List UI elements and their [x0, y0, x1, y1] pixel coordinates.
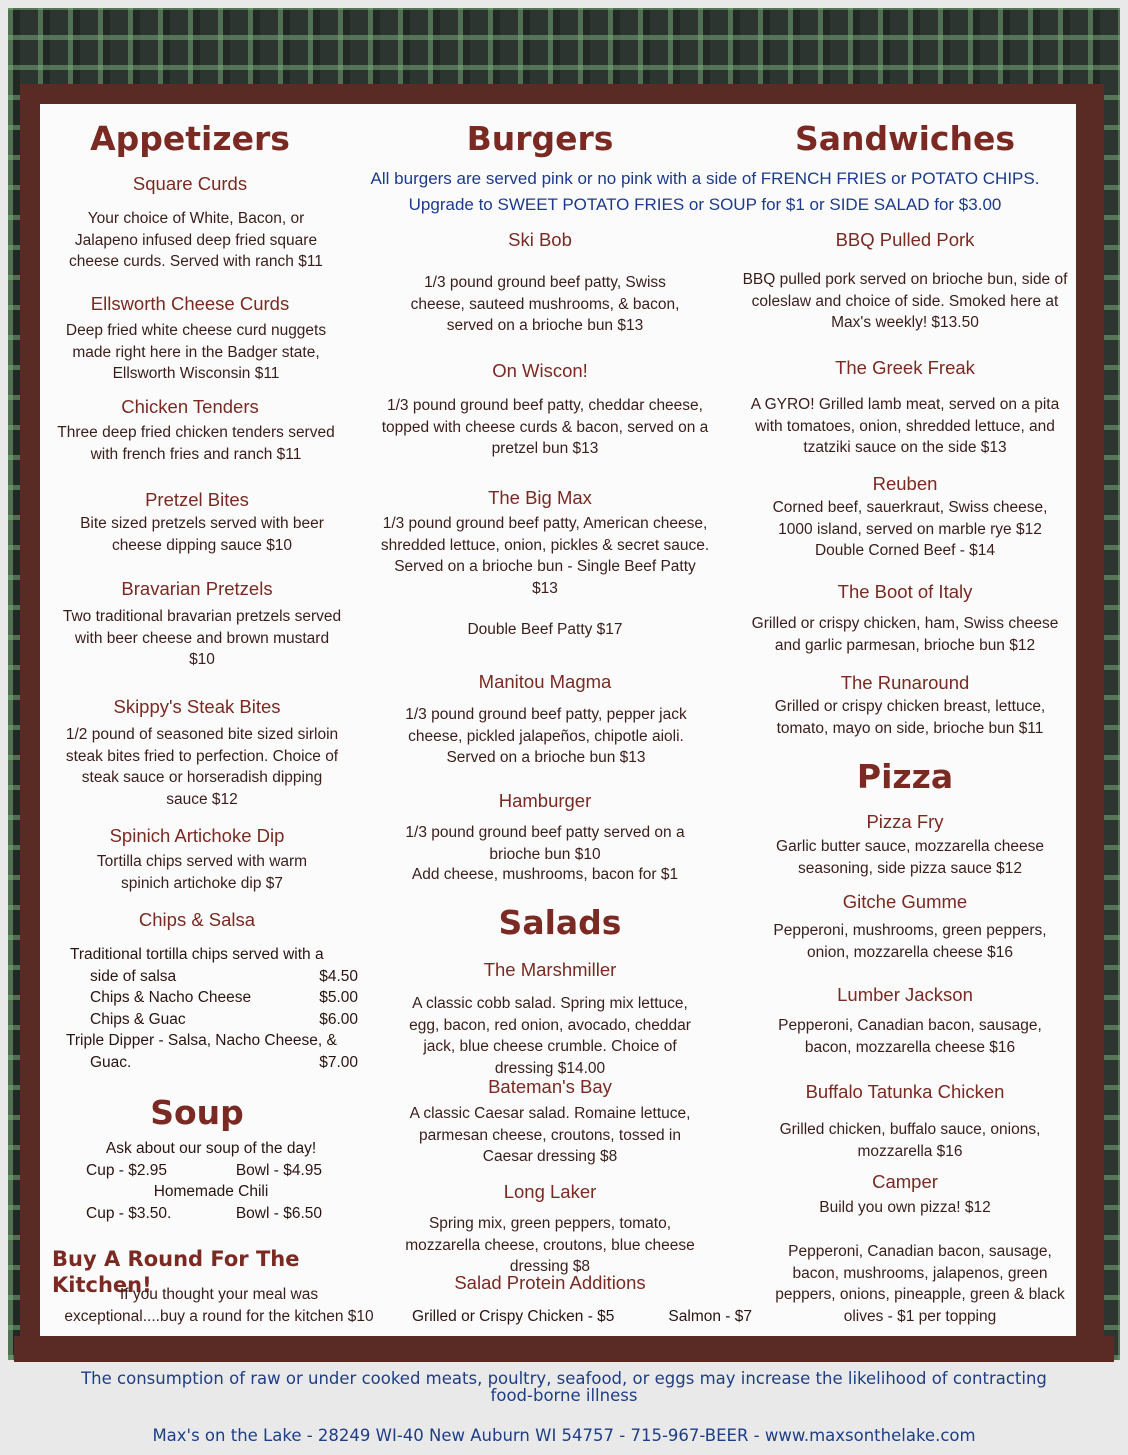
tenders-name: Chicken Tenders — [121, 396, 259, 417]
protein-salmon: Salmon - $7 — [668, 1308, 752, 1325]
square-curds-desc: Your choice of White, Bacon, or Jalapeno infused deep fried square cheese curds. Served with ranch $11 — [69, 210, 323, 270]
pizza-fry-desc: Garlic butter sauce, mozzarella cheese seasoning, side pizza sauce $12 — [776, 838, 1044, 877]
ellsworth-desc: Deep fried white cheese curd nuggets made right here in the Badger state, Ellsworth Wisconsin $11 — [65, 322, 327, 382]
lumber-desc: Pepperoni, Canadian bacon, sausage, bacon, mozzarella cheese $16 — [778, 1017, 1042, 1056]
chips-name: Chips & Salsa — [138, 909, 256, 930]
marshmiller-desc: A classic cobb salad. Spring mix lettuce, egg, bacon, red onion, avocado, cheddar jack, blue cheese crumble. Choice of dressing $14.00 — [409, 995, 691, 1077]
chips-row-1 — [60, 966, 358, 988]
greek-desc: A GYRO! Grilled lamb meat, served on a pita with tomatoes, onion, shredded lettuce, and tzatziki sauce on the side $13 — [750, 396, 1060, 456]
protein-name: Salad Protein Additions — [454, 1272, 646, 1293]
chips-label-2: Chips & Nacho Cheese — [90, 989, 252, 1006]
batemans-name: Bateman's Bay — [488, 1076, 612, 1097]
chips-label-3: Chips & Guac — [90, 1010, 186, 1028]
spinich-name: Spinich Artichoke Dip — [109, 825, 285, 846]
big-max-name: The Big Max — [488, 487, 592, 508]
footer — [0, 1362, 1128, 1445]
spinich-desc: Tortilla chips served with warm spinich artichoke dip $7 — [96, 853, 308, 892]
steak-bites-name: Skippy's Steak Bites — [113, 696, 281, 717]
kitchen-title: Buy A Round For The Kitchen! — [52, 1247, 300, 1297]
big-max-desc: 1/3 pound ground beef patty, American cheese, shredded lettuce, onion, pickles & secret sauce. Served on a brioche bun - Single Beef Patty $13 — [380, 515, 710, 597]
chips-price-3: $6.00 — [319, 1010, 358, 1028]
chips-row-3 — [60, 1009, 358, 1031]
chips-row-5 — [60, 1052, 358, 1074]
soup-ask: Ask about our soup of the day! — [105, 1140, 317, 1157]
chips-intro: Traditional tortilla chips served with a — [70, 946, 324, 963]
long-laker-desc: Spring mix, green peppers, tomato, mozzarella cheese, croutons, blue cheese dressing $8 — [405, 1215, 695, 1275]
protein-row — [412, 1306, 752, 1328]
runaround-desc: Grilled or crispy chicken breast, lettuce, tomato, mayo on side, brioche bun $11 — [774, 698, 1046, 737]
ellsworth-name: Ellsworth Cheese Curds — [90, 293, 290, 314]
soup-row-2 — [86, 1203, 322, 1225]
kitchen-line-1: If you thought your meal was — [119, 1286, 319, 1303]
chips-row-2 — [60, 987, 358, 1009]
pizza-fry-name: Pizza Fry — [866, 811, 944, 832]
chips-price-5: $7.00 — [319, 1053, 358, 1071]
kitchen-line-2: exceptional....buy a round for the kitchen $10 — [64, 1308, 374, 1325]
soup-cup-2: Cup - $3.50. — [86, 1204, 172, 1222]
soup-title: Soup — [150, 1093, 244, 1132]
manitou-desc: 1/3 pound ground beef patty, pepper jack cheese, pickled jalapeños, chipotle aioli. Served on a brioche bun $13 — [405, 706, 687, 766]
long-laker-name: Long Laker — [503, 1181, 597, 1202]
footer-warning-1: The consumption of raw or under cooked meats, poultry, seafood, or eggs may increase the likelihood of contracting — [81, 1369, 1047, 1388]
footer-address: Max's on the Lake - 28249 WI-40 New Auburn WI 54757 - 715-967-BEER - www.maxsonthelake.com — [152, 1426, 976, 1445]
steak-bites-desc: 1/2 pound of seasoned bite sized sirloin steak bites fried to perfection. Choice of steak sauce or horseradish dipping sauce $12 — [65, 726, 339, 808]
buffalo-name: Buffalo Tatunka Chicken — [805, 1081, 1005, 1102]
reuben-desc: Corned beef, sauerkraut, Swiss cheese, 1000 island, served on marble rye $12 — [772, 499, 1048, 538]
sandwiches-title: Sandwiches — [794, 119, 1016, 158]
menu-panel — [40, 104, 1076, 1336]
camper-desc: Build you own pizza! $12 — [819, 1199, 991, 1216]
bbq-desc: BBQ pulled pork served on brioche bun, side of coleslaw and choice of side. Smoked here at Max's weekly! $13.50 — [742, 271, 1068, 331]
on-wiscon-name: On Wiscon! — [492, 360, 588, 381]
menu-border-bottom — [14, 1336, 1114, 1362]
hamburger-add: Add cheese, mushrooms, bacon for $1 — [411, 866, 679, 883]
pizza-title: Pizza — [856, 757, 954, 796]
boot-desc: Grilled or crispy chicken, ham, Swiss cheese and garlic parmesan, brioche bun $12 — [751, 615, 1059, 654]
appetizers-title: Appetizers — [90, 119, 290, 158]
lumber-name: Lumber Jackson — [837, 984, 973, 1005]
tenders-desc: Three deep fried chicken tenders served with french fries and ranch $11 — [57, 424, 335, 463]
square-curds-name: Square Curds — [132, 173, 248, 194]
bravarian-desc: Two traditional bravarian pretzels served with beer cheese and brown mustard $10 — [62, 608, 342, 668]
hamburger-name: Hamburger — [498, 790, 592, 811]
on-wiscon-desc: 1/3 pound ground beef patty, cheddar cheese, topped with cheese curds & bacon, served on a pretzel bun $13 — [381, 397, 709, 457]
burgers-title: Burgers — [466, 119, 614, 158]
big-max-double: Double Beef Patty $17 — [467, 621, 623, 638]
pizza-toppings: Pepperoni, Canadian bacon, sausage, bacon, mushrooms, jalapenos, green peppers, onions, pineapple, green & black olives - $1 per topping — [775, 1243, 1065, 1325]
pretzel-bites-desc: Bite sized pretzels served with beer cheese dipping sauce $10 — [80, 515, 324, 554]
ski-bob-name: Ski Bob — [508, 229, 572, 250]
marshmiller-name: The Marshmiller — [483, 959, 617, 980]
gitche-desc: Pepperoni, mushrooms, green peppers, onion, mozzarella cheese $16 — [773, 922, 1047, 961]
boot-name: The Boot of Italy — [837, 581, 973, 602]
bbq-name: BBQ Pulled Pork — [835, 229, 975, 250]
reuben-name: Reuben — [872, 473, 938, 494]
batemans-desc: A classic Caesar salad. Romaine lettuce, parmesan cheese, croutons, tossed in Caesar dressing $8 — [409, 1105, 691, 1165]
ski-bob-desc: 1/3 pound ground beef patty, Swiss cheese, sauteed mushrooms, & bacon, served on a brioche bun $13 — [410, 274, 680, 334]
chips-label-1: side of salsa — [90, 967, 177, 985]
camper-name: Camper — [872, 1171, 938, 1192]
soup-row-1 — [86, 1160, 322, 1182]
soup-cup-1: Cup - $2.95 — [86, 1161, 167, 1179]
footer-warning-2: food-borne illness — [490, 1386, 638, 1405]
greek-name: The Greek Freak — [835, 357, 975, 378]
burgers-note — [340, 166, 1070, 218]
chips-price-2: $5.00 — [319, 989, 358, 1006]
soup-bowl-2: Bowl - $6.50 — [235, 1204, 322, 1222]
hamburger-desc: 1/3 pound ground beef patty served on a brioche bun $10 — [405, 824, 685, 863]
burgers-note-2: Upgrade to SWEET POTATO FRIES or SOUP for $1 or SIDE SALAD for $3.00 — [408, 195, 1002, 214]
protein-chicken: Grilled or Crispy Chicken - $5 — [412, 1308, 615, 1325]
chips-label-5: Guac. — [90, 1053, 132, 1071]
runaround-name: The Runaround — [840, 672, 970, 693]
gitche-name: Gitche Gumme — [842, 891, 968, 912]
soup-details — [86, 1138, 336, 1224]
salads-title: Salads — [498, 903, 622, 942]
manitou-name: Manitou Magma — [478, 671, 612, 692]
soup-chili: Homemade Chili — [153, 1183, 269, 1200]
chips-price-1: $4.50 — [319, 967, 358, 985]
chips-label-4: Triple Dipper - Salsa, Nacho Cheese, & — [66, 1032, 337, 1049]
burgers-note-1: All burgers are served pink or no pink with a side of FRENCH FRIES or POTATO CHIPS. — [370, 169, 1040, 188]
chips-pricing — [60, 944, 370, 1073]
reuben-double: Double Corned Beef - $14 — [814, 542, 996, 559]
soup-bowl-1: Bowl - $4.95 — [235, 1161, 322, 1179]
buffalo-desc: Grilled chicken, buffalo sauce, onions, mozzarella $16 — [779, 1121, 1041, 1160]
bravarian-name: Bravarian Pretzels — [121, 578, 273, 599]
pretzel-bites-name: Pretzel Bites — [145, 489, 249, 510]
